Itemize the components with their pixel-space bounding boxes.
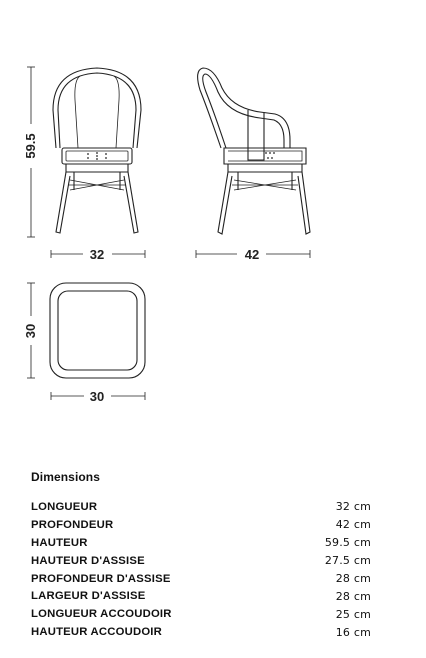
spec-value: 59.5 cm [324, 536, 371, 550]
spec-row [31, 570, 371, 588]
top-depth-dimension [23, 283, 38, 378]
spec-label: HAUTEUR D'ASSISE [31, 554, 145, 567]
spec-value: 16 cm [335, 625, 371, 639]
spec-value: 32 cm [335, 500, 371, 514]
spec-row [31, 534, 371, 552]
dimensions-table [31, 470, 371, 641]
side-view-chair [198, 68, 310, 234]
front-height-dimension [23, 67, 38, 237]
spec-value: 28 cm [335, 572, 371, 585]
top-view-seat [50, 283, 145, 378]
spec-value: 28 cm [335, 589, 371, 603]
spec-label: LARGEUR D'ASSISE [31, 590, 146, 603]
top-width-dimension [51, 389, 145, 404]
front-width-label: 32 [89, 247, 105, 262]
spec-label: LONGUEUR [31, 500, 98, 513]
side-depth-label: 42 [244, 247, 260, 262]
spec-row [31, 498, 371, 516]
spec-label: LONGUEUR ACCOUDOIR [31, 608, 172, 621]
side-depth-dimension [196, 247, 310, 262]
front-view-chair [53, 68, 141, 233]
spec-value: 25 cm [335, 607, 371, 621]
spec-label: PROFONDEUR [31, 518, 114, 531]
spec-row [31, 552, 371, 570]
top-depth-label: 30 [23, 323, 38, 339]
spec-row [31, 623, 371, 641]
front-height-label: 59.5 [23, 133, 38, 159]
spec-label: HAUTEUR ACCOUDOIR [31, 626, 163, 639]
dimensions-title: Dimensions [31, 470, 101, 484]
spec-row [31, 605, 371, 623]
spec-label: PROFONDEUR D'ASSISE [31, 572, 171, 585]
spec-row [31, 516, 371, 534]
spec-row [31, 587, 371, 605]
spec-value: 27.5 cm [324, 554, 371, 568]
front-width-dimension [51, 247, 145, 262]
spec-value: 42 cm [335, 518, 371, 532]
top-width-label: 30 [89, 389, 105, 404]
spec-label: HAUTEUR [31, 536, 88, 549]
